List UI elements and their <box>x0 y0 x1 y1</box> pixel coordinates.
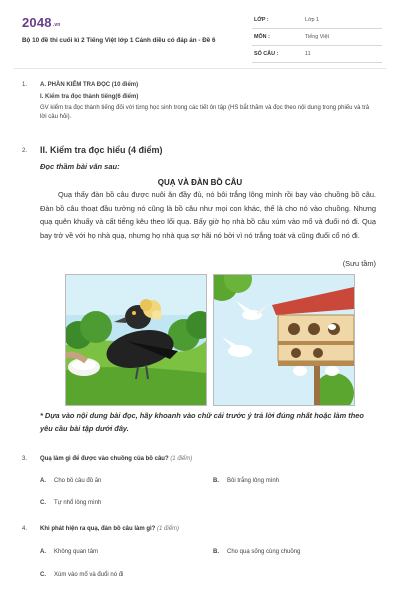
question-number: 1. <box>22 82 28 88</box>
crow-illustration <box>65 274 207 406</box>
question-points: (1 điểm) <box>157 526 180 532</box>
meta-value: 11 <box>305 51 311 57</box>
meta-row-subject <box>252 29 382 46</box>
meta-value: Tiếng Việt <box>305 34 329 40</box>
header-divider <box>14 68 386 69</box>
answer-option[interactable]: A. Không quan tâm <box>40 549 99 555</box>
reading-instruction: Đọc thầm bài văn sau: <box>40 162 120 171</box>
answer-option[interactable]: B. Bôi trắng lông mình <box>213 478 280 484</box>
section-body: GV kiểm tra đọc thành tiếng đối với từng học sinh trong các tiết ôn tập (HS bắt thăm và đọc theo nội dung trong phiếu và trả lời câu hỏi). <box>40 105 370 120</box>
section-subtitle: I. Kiểm tra đọc thành tiếng(6 điểm) <box>40 94 139 100</box>
site-logo[interactable]: 2048.vn <box>22 15 61 30</box>
question-number: 3. <box>22 456 28 462</box>
document-header <box>22 12 382 60</box>
exercise-note: * Dựa vào nội dung bài đọc, hãy khoanh vào chữ cái trước ý trả lời đúng nhất hoặc làm theo yêu cầu bài tập dưới đây. <box>40 411 364 433</box>
answer-option[interactable]: C. Xúm vào mổ và đuổi nó đi <box>40 572 124 578</box>
question-points: (1 điểm) <box>170 456 193 462</box>
meta-key: LỚP : <box>254 17 269 23</box>
meta-key: SỐ CÂU : <box>254 51 279 57</box>
question-text: Quạ làm gì để được vào chuồng của bồ câu? (1 điểm) <box>40 456 193 462</box>
answer-option[interactable]: A. Cho bồ câu đồ ăn <box>40 478 102 484</box>
dovecote-illustration <box>213 274 355 406</box>
answer-option[interactable]: C. Tự nhổ lông mình <box>40 500 102 506</box>
meta-row-count <box>252 46 382 63</box>
question-number: 2. <box>22 148 28 154</box>
story-source: (Sưu tầm) <box>342 259 376 268</box>
meta-row-class <box>252 12 382 29</box>
document-meta-table <box>252 12 382 63</box>
question-number: 4. <box>22 526 28 532</box>
section-title: A. PHẦN KIỂM TRA ĐỌC (10 điểm) <box>40 82 139 88</box>
answer-option[interactable]: B. Cho quạ sống cùng chuồng <box>213 549 301 555</box>
meta-key: MÔN : <box>254 34 270 40</box>
document-title: Bộ 10 đề thi cuối kì 2 Tiếng Việt lớp 1 Cánh diều có đáp án - Đề 6 <box>22 37 216 44</box>
meta-value: Lớp 1 <box>305 17 320 23</box>
story-title: QUẠ VÀ ĐÀN BỒ CÂU <box>157 178 243 187</box>
story-paragraph: Quạ thấy đàn bồ câu được nuôi ăn đầy đủ, nó bôi trắng lông mình rồi bay vào chuồng bồ câu. Đàn bồ câu thoạt đầu tưởng nó cũng là bồ câu như mọi con khác, thế là cho nó vào chuồng. Nhưng quạ quên khuấy và cất tiếng kêu theo lối quạ. Bấy giờ họ nhà bồ câu xúm vào mổ và đuổi nó đi. Quạ bay trở về với họ nhà quạ, nhưng họ nhà quạ sợ hãi nó bởi vì nó trắng toát và cũng đuổi cổ nó đi. <box>40 190 376 240</box>
question-text: Khi phát hiện ra quạ, đàn bồ câu làm gì? (1 điểm) <box>40 526 180 532</box>
section-title: II. Kiểm tra đọc hiểu (4 điểm) <box>40 145 163 155</box>
